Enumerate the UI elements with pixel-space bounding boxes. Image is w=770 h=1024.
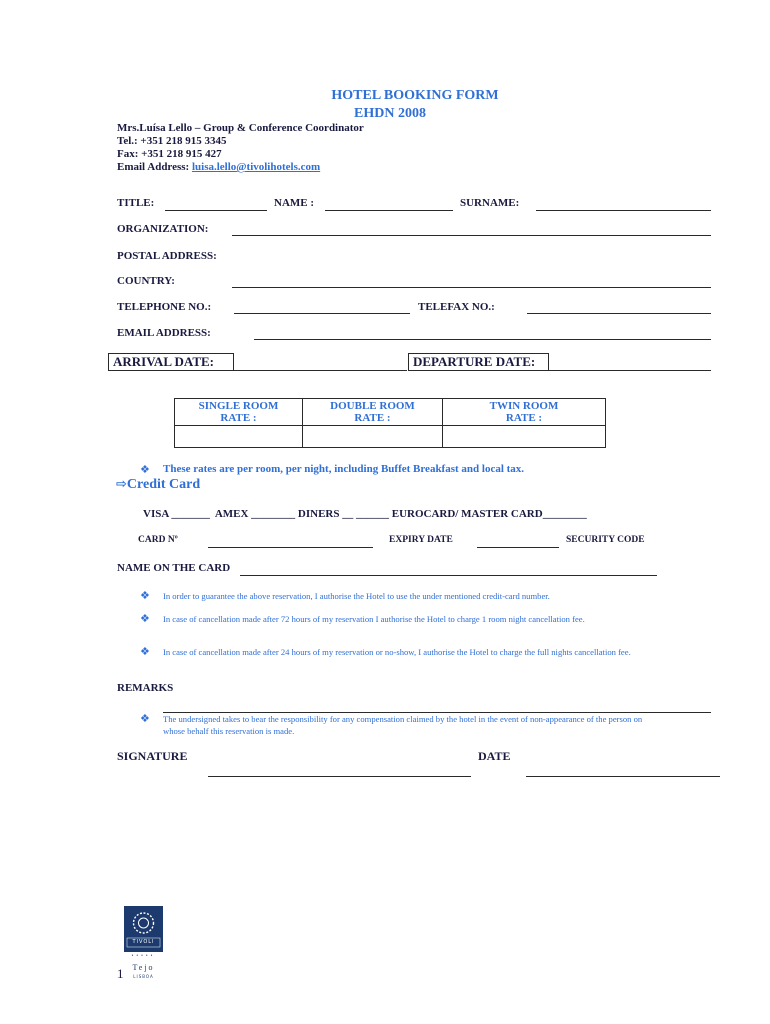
name-on-card-field[interactable] [240,575,657,576]
departure-date-label: DEPARTURE DATE: [408,353,549,371]
contact-email-link[interactable]: luisa.lello@tivolihotels.com [191,161,321,173]
surname-field[interactable] [536,210,711,211]
signature-field[interactable] [208,776,471,777]
double-room-rate-cell[interactable] [303,426,443,448]
logo-text: TIVOLI [132,939,155,945]
single-room-header [175,399,303,426]
double-room-header [303,399,443,426]
remarks-label: REMARKS [117,682,174,694]
term-guarantee: In order to guarantee the above reservation, I authorise the Hotel to use the under mentioned credit-card number. [163,591,550,601]
date-field[interactable] [526,776,720,777]
title-field[interactable] [165,210,267,211]
remarks-note: The undersigned takes to bear the responsibility for any compensation claimed by the hotel in the event of non-appearance of the person on whose behalf this reservation is made. [163,714,643,736]
diamond-bullet-icon: ❖ [140,464,150,476]
logo-sub2: LISBOA [133,974,154,979]
country-label: COUNTRY: [117,275,175,287]
term-cancellation-24h: In case of cancellation made after 24 hours of my reservation or no-show, I authorise the Hotel to charge the full nights cancellation fee. [163,647,631,657]
single-room-title: SINGLE ROOM [198,400,279,412]
contact-name: Mrs.Luísa Lello – Group & Conference Coordinator [117,122,364,134]
logo-sub: Tejo [132,963,155,972]
title-label: TITLE: [117,197,155,209]
telephone-label: TELEPHONE NO.: [117,301,212,313]
departure-date-field[interactable] [549,370,711,371]
country-field[interactable] [232,287,711,288]
contact-email-row [117,161,320,173]
form-subtitle: EHDN 2008 [354,106,426,121]
laurel-wreath-icon [124,906,163,952]
name-field[interactable] [325,210,453,211]
signature-label: SIGNATURE [117,749,188,763]
page-number: 1 [117,966,124,981]
email-address-label: EMAIL ADDRESS: [117,327,211,339]
diamond-bullet-icon: ❖ [140,713,150,725]
telefax-label: TELEFAX NO.: [418,301,495,313]
date-label: DATE [478,749,511,763]
postal-address-field[interactable] [232,262,711,263]
email-address-field[interactable] [254,339,711,340]
contact-tel: Tel.: +351 218 915 3345 [117,135,227,147]
single-room-rate-label: RATE : [220,412,257,424]
contact-email-label: Email Address: [117,161,192,173]
rates-note: These rates are per room, per night, including Buffet Breakfast and local tax. [163,463,525,475]
diamond-bullet-icon: ❖ [140,590,150,602]
room-rates-table [174,398,606,448]
diamond-bullet-icon: ❖ [140,646,150,658]
arrival-date-field[interactable] [232,370,407,371]
diamond-bullet-icon: ❖ [140,613,150,625]
credit-card-heading: Credit Card [126,477,201,492]
double-room-rate-label: RATE : [354,412,391,424]
term-cancellation-72h: In case of cancellation made after 72 hours of my reservation I authorise the Hotel to charge 1 room night cancellation fee. [163,614,585,624]
name-on-card-label: NAME ON THE CARD [117,562,231,574]
telephone-field[interactable] [234,313,410,314]
surname-label: SURNAME: [460,197,520,209]
arrow-right-icon: ⇨ [116,477,127,492]
card-types-line[interactable]: VISA _______ AMEX ________ DINERS __ ______ EUROCARD/ MASTER CARD________ [143,508,587,520]
twin-room-rate-cell[interactable] [443,426,606,448]
logo-dots: ••••• [131,954,156,959]
card-number-label: CARD Nº [138,535,178,545]
security-code-label: SECURITY CODE [566,535,645,545]
expiry-date-field[interactable] [477,547,559,548]
name-label: NAME : [274,197,315,209]
single-room-rate-cell[interactable] [175,426,303,448]
expiry-date-label: EXPIRY DATE [389,535,453,545]
organization-field[interactable] [232,235,711,236]
double-room-title: DOUBLE ROOM [330,400,415,412]
twin-room-rate-label: RATE : [505,412,543,424]
card-number-field[interactable] [208,547,373,548]
form-title: HOTEL BOOKING FORM [331,88,499,103]
postal-address-label: POSTAL ADDRESS: [117,250,217,262]
twin-room-title: TWIN ROOM [489,400,559,412]
twin-room-header [443,399,606,426]
tivoli-logo [124,906,163,952]
arrival-date-label: ARRIVAL DATE: [108,353,234,371]
contact-fax: Fax: +351 218 915 427 [117,148,222,160]
credit-card-heading-row [116,477,200,493]
telefax-field[interactable] [527,313,711,314]
organization-label: ORGANIZATION: [117,223,209,235]
